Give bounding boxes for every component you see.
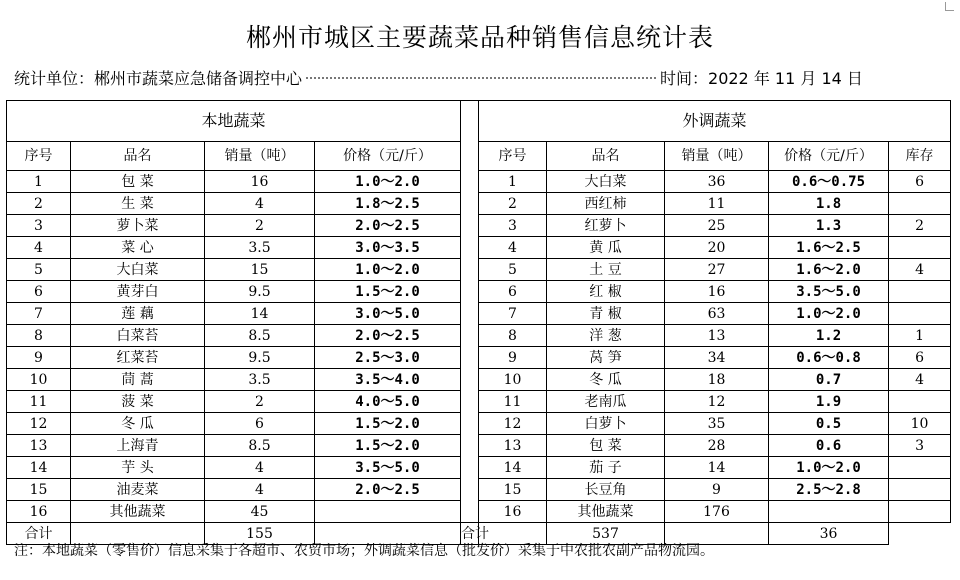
table-row [7, 413, 951, 435]
import-row-qty: 16 [665, 281, 769, 303]
header-local-name: 品名 [71, 142, 205, 171]
local-row-no: 5 [7, 259, 71, 281]
table-row [7, 171, 951, 193]
page-title: 郴州市城区主要蔬菜品种销售信息统计表 [245, 23, 714, 52]
local-row-no: 1 [7, 171, 71, 193]
import-total-qty: 537 [547, 523, 665, 545]
import-row-no: 6 [479, 281, 547, 303]
local-row-name: 茼 蒿 [71, 369, 205, 391]
local-row-no: 3 [7, 215, 71, 237]
section-header-row [7, 101, 951, 142]
table-row [7, 457, 951, 479]
header-local-qty: 销量（吨） [205, 142, 315, 171]
table-row [7, 259, 951, 281]
table-row [7, 435, 951, 457]
import-row-stock: 2 [889, 215, 951, 237]
local-row-qty: 6 [205, 413, 315, 435]
import-row-price: 0.7 [769, 369, 889, 391]
section-import: 外调蔬菜 [479, 101, 951, 142]
local-row-price: 1.0～2.0 [315, 259, 461, 281]
import-row-stock: 4 [889, 369, 951, 391]
import-row-price: 0.6～0.8 [769, 347, 889, 369]
import-row-price: 1.0～2.0 [769, 303, 889, 325]
local-row-name: 包 菜 [71, 171, 205, 193]
import-row-qty: 36 [665, 171, 769, 193]
import-row-name: 老南瓜 [547, 391, 665, 413]
import-row-stock: 4 [889, 259, 951, 281]
import-row-qty: 9 [665, 479, 769, 501]
local-row-qty: 8.5 [205, 325, 315, 347]
import-row-no: 1 [479, 171, 547, 193]
local-row-name: 菜 心 [71, 237, 205, 259]
import-row-price: 1.8 [769, 193, 889, 215]
import-row-name: 莴 笋 [547, 347, 665, 369]
local-row-qty: 3.5 [205, 237, 315, 259]
import-row-name: 冬 瓜 [547, 369, 665, 391]
import-row-price: 1.6～2.0 [769, 259, 889, 281]
local-row-price: 2.0～2.5 [315, 479, 461, 501]
section-local: 本地蔬菜 [7, 101, 461, 142]
local-row-no: 15 [7, 479, 71, 501]
local-row-qty: 15 [205, 259, 315, 281]
local-row-name: 油麦菜 [71, 479, 205, 501]
local-row-name: 生 菜 [71, 193, 205, 215]
local-row-qty: 4 [205, 457, 315, 479]
import-row-price [769, 501, 889, 523]
import-row-name: 红萝卜 [547, 215, 665, 237]
import-row-no: 9 [479, 347, 547, 369]
local-row-no: 12 [7, 413, 71, 435]
divider-column [461, 101, 479, 523]
import-row-price: 1.6～2.5 [769, 237, 889, 259]
local-row-price: 2.5～3.0 [315, 347, 461, 369]
local-total-qty: 155 [205, 523, 315, 545]
import-row-stock [889, 479, 951, 501]
local-row-name: 红菜苔 [71, 347, 205, 369]
footnote: 注：本地蔬菜（零售价）信息采集于各超市、农贸市场；外调蔬菜信息（批发价）采集于中农批农副产品物流园。 [14, 543, 714, 559]
table-row [7, 325, 951, 347]
import-row-qty: 63 [665, 303, 769, 325]
local-row-no: 6 [7, 281, 71, 303]
local-row-price: 3.5～5.0 [315, 457, 461, 479]
column-header-row [7, 142, 951, 171]
dotted-leader [306, 77, 656, 79]
import-row-stock: 3 [889, 435, 951, 457]
local-row-name: 其他蔬菜 [71, 501, 205, 523]
import-row-stock: 10 [889, 413, 951, 435]
import-row-stock: 6 [889, 347, 951, 369]
local-row-name: 萝卜菜 [71, 215, 205, 237]
import-row-no: 13 [479, 435, 547, 457]
table-row [7, 479, 951, 501]
header-local-no: 序号 [7, 142, 71, 171]
header-import-stock: 库存 [889, 142, 951, 171]
local-row-no: 14 [7, 457, 71, 479]
header-local-price: 价格（元/斤） [315, 142, 461, 171]
import-row-qty: 11 [665, 193, 769, 215]
local-row-qty: 2 [205, 391, 315, 413]
import-row-stock [889, 303, 951, 325]
local-row-no: 11 [7, 391, 71, 413]
local-row-qty: 4 [205, 193, 315, 215]
local-row-qty: 45 [205, 501, 315, 523]
import-row-stock [889, 281, 951, 303]
import-row-name: 红 椒 [547, 281, 665, 303]
local-row-price: 1.0～2.0 [315, 171, 461, 193]
table-row [7, 281, 951, 303]
import-row-qty: 13 [665, 325, 769, 347]
local-row-price [315, 501, 461, 523]
import-row-stock: 1 [889, 325, 951, 347]
import-row-name: 长豆角 [547, 479, 665, 501]
import-total-label: 合计 [461, 523, 479, 545]
import-row-name: 西红柿 [547, 193, 665, 215]
local-row-qty: 9.5 [205, 281, 315, 303]
local-row-qty: 9.5 [205, 347, 315, 369]
local-row-qty: 14 [205, 303, 315, 325]
header-import-no: 序号 [479, 142, 547, 171]
import-row-price: 1.3 [769, 215, 889, 237]
local-row-no: 13 [7, 435, 71, 457]
local-row-name: 白菜苔 [71, 325, 205, 347]
local-row-qty: 16 [205, 171, 315, 193]
local-row-name: 莲 藕 [71, 303, 205, 325]
unit-label: 统计单位：郴州市蔬菜应急储备调控中心 [14, 69, 303, 88]
local-row-price: 3.0～3.5 [315, 237, 461, 259]
local-row-price: 3.0～5.0 [315, 303, 461, 325]
import-total-stock: 36 [769, 523, 889, 545]
table-row [7, 237, 951, 259]
local-row-price: 1.8～2.5 [315, 193, 461, 215]
local-row-name: 黄芽白 [71, 281, 205, 303]
local-row-qty: 8.5 [205, 435, 315, 457]
import-row-price: 0.6～0.75 [769, 171, 889, 193]
page-corner-mark [945, 2, 954, 11]
local-row-qty: 4 [205, 479, 315, 501]
import-row-price: 1.2 [769, 325, 889, 347]
local-row-no: 16 [7, 501, 71, 523]
table-row [7, 369, 951, 391]
import-row-name: 茄 子 [547, 457, 665, 479]
import-row-qty: 28 [665, 435, 769, 457]
import-row-qty: 25 [665, 215, 769, 237]
import-row-no: 15 [479, 479, 547, 501]
local-row-no: 8 [7, 325, 71, 347]
local-row-price: 1.5～2.0 [315, 281, 461, 303]
import-row-no: 10 [479, 369, 547, 391]
import-row-price: 0.5 [769, 413, 889, 435]
import-row-price: 2.5～2.8 [769, 479, 889, 501]
import-row-name: 其他蔬菜 [547, 501, 665, 523]
import-row-no: 7 [479, 303, 547, 325]
import-row-stock [889, 237, 951, 259]
local-row-qty: 2 [205, 215, 315, 237]
local-total-label: 合计 [7, 523, 71, 545]
table-row [7, 193, 951, 215]
local-row-no: 7 [7, 303, 71, 325]
table-row [7, 501, 951, 523]
import-row-no: 5 [479, 259, 547, 281]
import-row-price: 1.9 [769, 391, 889, 413]
header-import-name: 品名 [547, 142, 665, 171]
import-row-price: 1.0～2.0 [769, 457, 889, 479]
local-row-price: 2.0～2.5 [315, 215, 461, 237]
import-row-no: 12 [479, 413, 547, 435]
vegetable-sales-table [6, 100, 951, 545]
table-row [7, 347, 951, 369]
local-row-price: 1.5～2.0 [315, 413, 461, 435]
import-row-qty: 12 [665, 391, 769, 413]
import-row-qty: 27 [665, 259, 769, 281]
local-row-price: 4.0～5.0 [315, 391, 461, 413]
import-row-no: 3 [479, 215, 547, 237]
local-row-name: 芋 头 [71, 457, 205, 479]
import-row-name: 洋 葱 [547, 325, 665, 347]
local-row-no: 2 [7, 193, 71, 215]
import-row-name: 青 椒 [547, 303, 665, 325]
import-row-name: 黄 瓜 [547, 237, 665, 259]
import-row-qty: 34 [665, 347, 769, 369]
import-row-no: 16 [479, 501, 547, 523]
import-row-qty: 35 [665, 413, 769, 435]
import-row-no: 11 [479, 391, 547, 413]
local-row-no: 4 [7, 237, 71, 259]
import-row-name: 白萝卜 [547, 413, 665, 435]
import-row-no: 4 [479, 237, 547, 259]
local-row-price: 3.5～4.0 [315, 369, 461, 391]
header-import-qty: 销量（吨） [665, 142, 769, 171]
import-row-stock [889, 457, 951, 479]
import-row-stock: 6 [889, 171, 951, 193]
header-import-price: 价格（元/斤） [769, 142, 889, 171]
import-row-name: 土 豆 [547, 259, 665, 281]
import-row-stock [889, 391, 951, 413]
table-row [7, 215, 951, 237]
import-row-stock [889, 501, 951, 523]
import-row-no: 2 [479, 193, 547, 215]
import-row-qty: 14 [665, 457, 769, 479]
local-row-name: 菠 菜 [71, 391, 205, 413]
import-row-no: 8 [479, 325, 547, 347]
import-row-no: 14 [479, 457, 547, 479]
table-row [7, 303, 951, 325]
import-row-qty: 176 [665, 501, 769, 523]
local-row-price: 1.5～2.0 [315, 435, 461, 457]
local-row-qty: 3.5 [205, 369, 315, 391]
import-row-name: 大白菜 [547, 171, 665, 193]
import-row-name: 包 菜 [547, 435, 665, 457]
import-row-stock [889, 193, 951, 215]
table-row [7, 391, 951, 413]
local-row-name: 冬 瓜 [71, 413, 205, 435]
local-row-no: 9 [7, 347, 71, 369]
date-label: 时间：2022 年 11 月 14 日 [660, 69, 863, 88]
import-row-qty: 20 [665, 237, 769, 259]
import-row-price: 0.6 [769, 435, 889, 457]
local-row-name: 大白菜 [71, 259, 205, 281]
local-row-name: 上海青 [71, 435, 205, 457]
local-row-no: 10 [7, 369, 71, 391]
local-row-price: 2.0～2.5 [315, 325, 461, 347]
header-info-line [14, 66, 863, 89]
import-row-price: 3.5～5.0 [769, 281, 889, 303]
import-row-qty: 18 [665, 369, 769, 391]
